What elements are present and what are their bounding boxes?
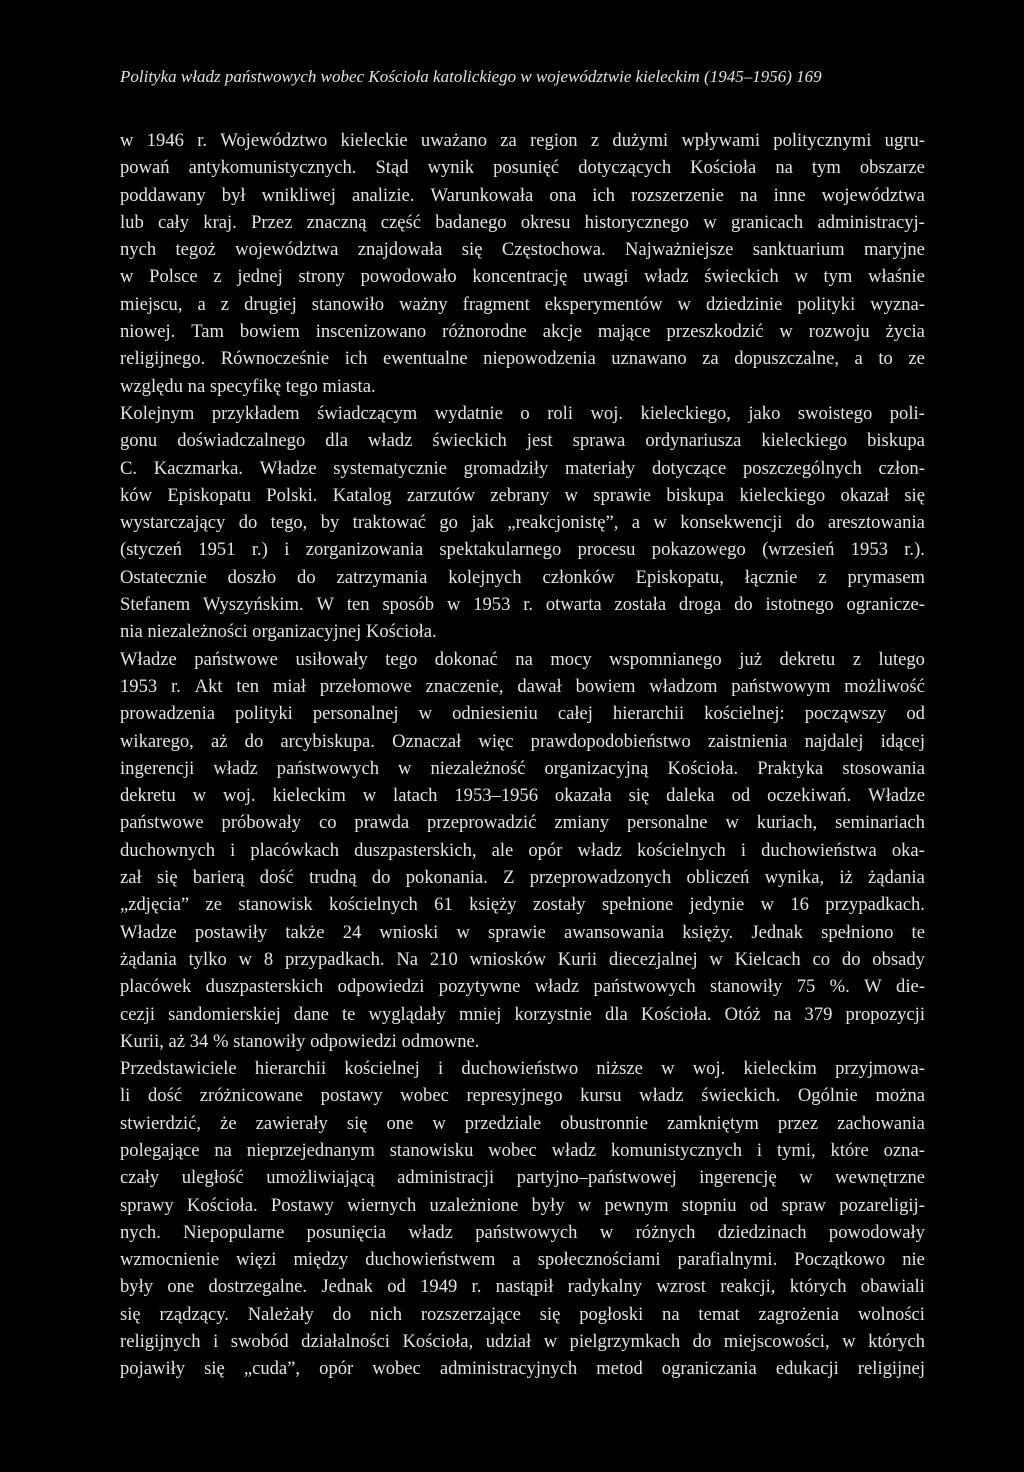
text-line: Ostatecznie doszło do zatrzymania kolejnych członków Episkopatu, łącznie z prymasem (120, 566, 925, 588)
text-line: miejscu, a z drugiej stanowiło ważny fragment eksperymentów w dziedzinie polityki wyzna- (120, 293, 925, 315)
text-line: Władze państwowe usiłowały tego dokonać na mocy wspomnianego już dekretu z lutego (120, 648, 925, 670)
text-line: „zdjęcia” ze stanowisk kościelnych 61 księży zostały spełnione jedynie w 16 przypadkach. (120, 894, 925, 916)
text-line: ków Episkopatu Polski. Katalog zarzutów zebrany w sprawie biskupa kieleckiego okazał się (120, 484, 925, 506)
text-line: były one dostrzegalne. Jednak od 1949 r. nastąpił radykalny wzrost reakcji, których obawiali (120, 1276, 925, 1298)
text-line: wystarczający do tego, by traktować go jak „reakcjonistę”, a w konsekwencji do aresztowania (120, 512, 925, 534)
text-line: Kurii, aż 34 % stanowiły odpowiedzi odmowne. (120, 1030, 480, 1052)
text-line: w 1946 r. Województwo kieleckie uważano za region z dużymi wpływami politycznymi ugru- (120, 130, 925, 151)
text-line: ingerencji władz państwowych w niezależność organizacyjną Kościoła. Praktyka stosowania (120, 757, 925, 779)
text-line: nych tegoż województwa znajdowała się Częstochowa. Najważniejsze sanktuarium maryjne (120, 239, 925, 261)
text-line: nia niezależności organizacyjnej Kościoła. (120, 621, 437, 643)
text-line: pojawiły się „cuda”, opór wobec administracyjnych metod ograniczania edukacji religijnej (120, 1358, 925, 1380)
text-line: państwowe próbowały co prawda przeprowadzić zmiany personalne w kuriach, seminariach (120, 812, 925, 834)
text-line: religijnych i swobód działalności Kościoła, udział w pielgrzymkach do miejscowości, w których (120, 1331, 925, 1353)
text-line: (styczeń 1951 r.) i zorganizowania spektakularnego procesu pokazowego (wrzesień 1953 r.). (120, 539, 925, 561)
text-line: żądania tylko w 8 przypadkach. Na 210 wniosków Kurii diecezjalnej w Kielcach co do obsady (120, 948, 925, 970)
text-line: cezji sandomierskiej dane te wyglądały mniej korzystnie dla Kościoła. Otóż na 379 propozycji (120, 1003, 925, 1025)
body-text (120, 127, 925, 1383)
text-line: poddawany był wnikliwej analizie. Warunkowała ona ich rozszerzenie na inne województwa (120, 184, 925, 206)
text-line: Przedstawiciele hierarchii kościelnej i duchowieństwo niższe w woj. kieleckim przyjmowa- (120, 1058, 925, 1080)
text-line: gonu doświadczalnego dla władz świeckich jest sprawa ordynariusza kieleckiego biskupa (120, 430, 925, 452)
text-line: się rządzący. Należały do nich rozszerzające się pogłoski na temat zagrożenia wolności (120, 1303, 925, 1325)
text-line: placówek duszpasterskich odpowiedzi pozytywne władz państwowych stanowiły 75 %. W die- (120, 976, 925, 998)
text-line: duchownych i placówkach duszpasterskich, ale opór władz kościelnych i duchowieństwa oka- (120, 839, 925, 861)
text-line: prowadzenia polityki personalnej w odniesieniu całej hierarchii kościelnej: począwszy od (120, 703, 925, 725)
text-line: stwierdzić, że zawierały się one w przedziale obustronnie zamkniętym przez zachowania (120, 1112, 925, 1134)
text-line: Władze postawiły także 24 wnioski w sprawie awansowania księży. Jednak spełniono te (120, 921, 925, 943)
text-line: C. Kaczmarka. Władze systematycznie gromadziły materiały dotyczące poszczególnych człon- (120, 457, 925, 479)
text-line: Stefanem Wyszyńskim. W ten sposób w 1953 r. otwarta została droga do istotnego ogranicze- (120, 594, 925, 616)
text-line: wzmocnienie więzi między duchowieństwem a społecznościami parafialnymi. Początkowo nie (120, 1249, 925, 1271)
text-line: 1953 r. Akt ten miał przełomowe znaczenie, dawał bowiem władzom państwowym możliwość (120, 675, 925, 697)
text-line: niowej. Tam bowiem inscenizowano różnorodne akcje mające przeszkodzić w rozwoju życia (120, 321, 925, 343)
text-line: zał się barierą dość trudną do pokonania. Z przeprowadzonych obliczeń wynika, iż żądania (120, 867, 925, 889)
running-header: Polityka władz państwowych wobec Kościoła katolickiego w województwie kieleckim (1945–1956) 169 (120, 67, 822, 86)
text-line: polegające na nieprzejednanym stanowisku wobec władz komunistycznych i tymi, które ozna- (120, 1139, 925, 1161)
text-line: lub cały kraj. Przez znaczną część badanego okresu historycznego w granicach administracyj- (120, 211, 925, 233)
text-line: Kolejnym przykładem świadczącym wydatnie o roli woj. kieleckiego, jako swoistego poli- (120, 402, 925, 424)
text-line: dekretu w woj. kieleckim w latach 1953–1956 okazała się daleka od oczekiwań. Władze (120, 785, 925, 807)
text-line: w Polsce z jednej strony powodowało koncentrację uwagi władz świeckich w tym właśnie (120, 266, 925, 288)
text-line: nych. Niepopularne posunięcia władz państwowych w różnych dziedzinach powodowały (120, 1221, 925, 1243)
text-line: wikarego, aż do arcybiskupa. Oznaczał więc prawdopodobieństwo zaistnienia najdalej idącej (120, 730, 925, 752)
text-line: religijnego. Równocześnie ich ewentualne niepowodzenia uznawano za dopuszczalne, a to ze (120, 348, 925, 370)
text-line: powań antykomunistycznych. Stąd wynik posunięć dotyczących Kościoła na tym obszarze (120, 157, 925, 179)
text-line: li dość zróżnicowane postawy wobec represyjnego kursu władz świeckich. Ogólnie można (120, 1085, 925, 1107)
text-line: sprawy Kościoła. Postawy wiernych uzależnione były w pewnym stopniu od spraw pozareligij- (120, 1194, 925, 1216)
text-line: względu na specyfikę tego miasta. (120, 375, 376, 397)
text-line: czały uległość umożliwiającą administracji partyjno–państwowej ingerencję w wewnętrzne (120, 1167, 925, 1189)
